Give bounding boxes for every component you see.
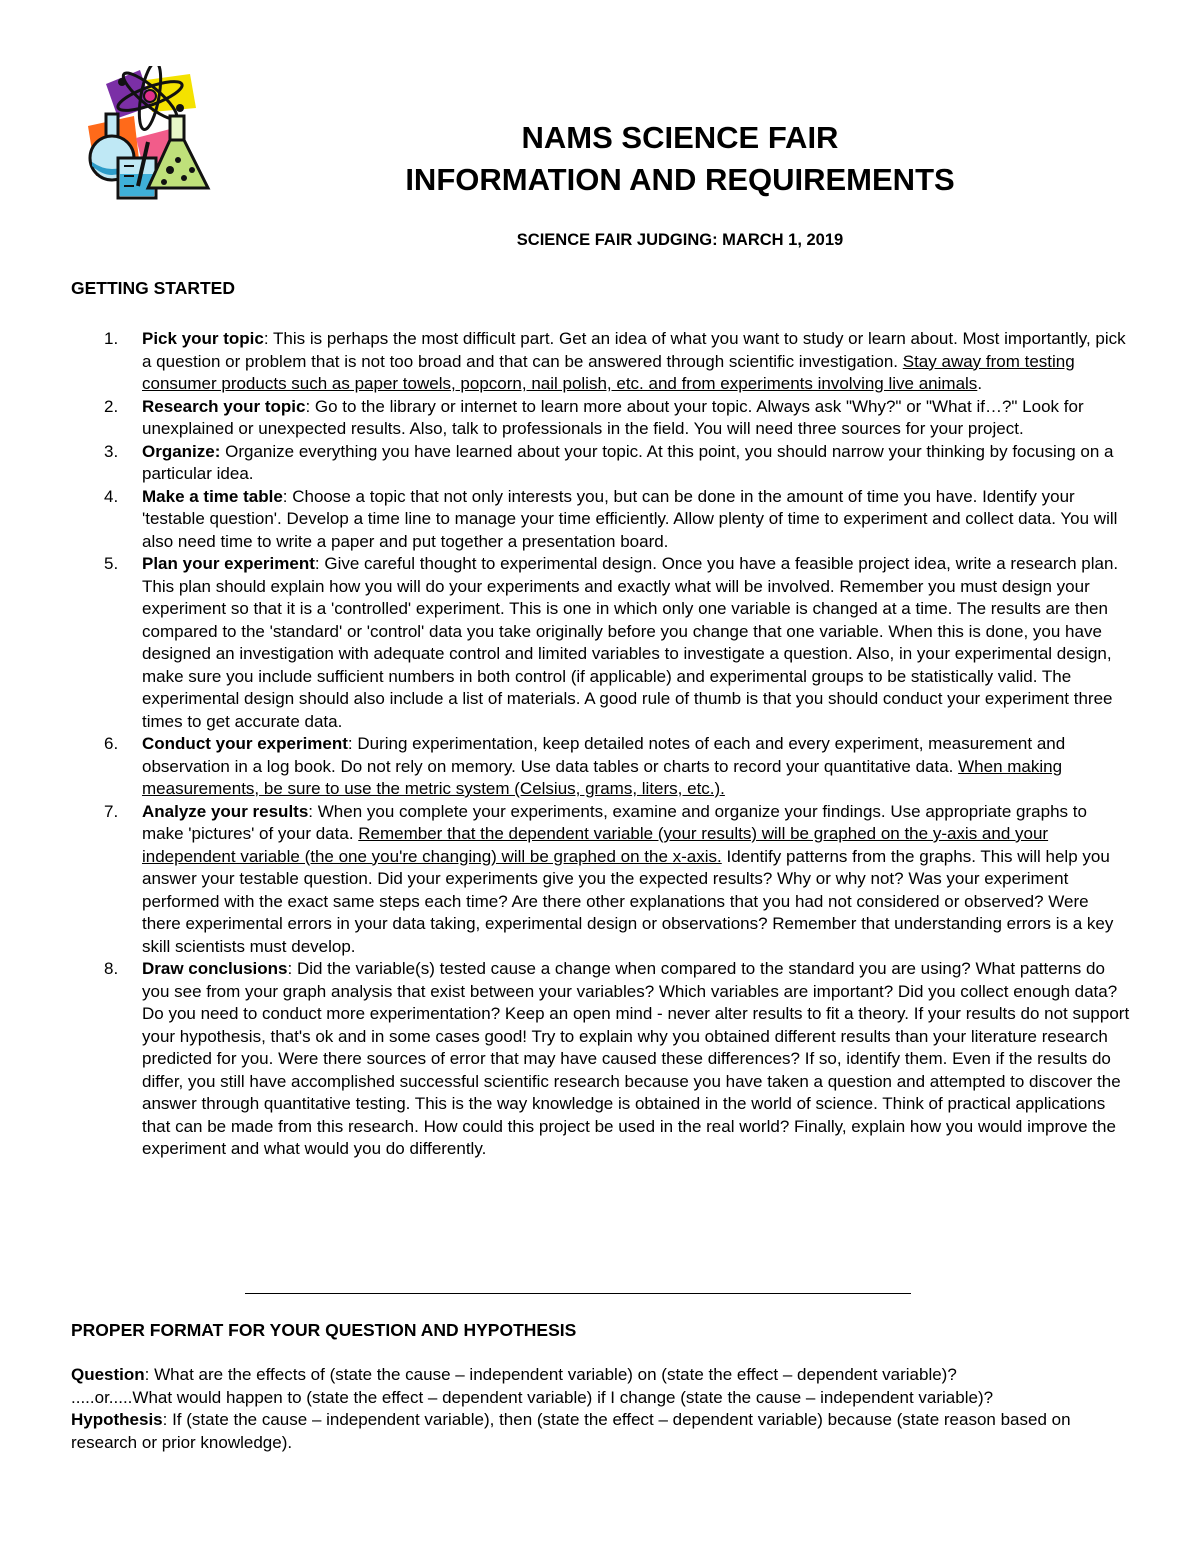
step-sep: :	[282, 486, 293, 506]
page-title: NAMS SCIENCE FAIR	[521, 120, 839, 155]
step-text: Organize everything you have learned about your topic. At this point, you should narrow your thinking by focusing on a particular idea.	[142, 441, 1114, 483]
step-label: Conduct your experiment	[142, 734, 348, 753]
step-number: 2.	[104, 396, 119, 416]
horizontal-divider	[245, 1293, 911, 1294]
hypothesis-text: : If (state the cause – independent variable), then (state the effect – dependent variable) because (state reason based on research or prior knowledge).	[71, 1410, 1071, 1452]
judging-date: SCIENCE FAIR JUDGING: MARCH 1, 2019	[516, 231, 844, 249]
step-number: 6.	[104, 734, 119, 753]
list-item	[0, 441, 1200, 486]
step-sep: :	[314, 554, 325, 573]
step-text: Give careful thought to experimental design. Once you have a feasible project idea, write a research plan. This plan should explain how you will do your experiments and exactly what will be involved. Remember you must design your experiment so that it is a 'controlled' experiment. This is one in which only one variable is changed at a time. The results are then compared to the 'standard' or 'control' data you take originally before you change that one variable. When this is done, you have designed an investigation with adequate control and limited variables to investigate a question. Also, in your experimental design, make sure you include sufficient numbers in both control (if applicable) and experimental groups to be statistically valid. The experimental design should also include a list of materials. A good rule of thumb is that you should conduct your experiment three times to get accurate data.	[142, 554, 1119, 731]
step-number: 5.	[104, 554, 119, 573]
step-underline: When making measurements, be sure to use the metric system (Celsius, grams, liters, etc.).	[142, 756, 1063, 798]
getting-started-heading: GETTING STARTED	[71, 278, 235, 298]
step-underline: Stay away from testing consumer products such as paper towels, popcorn, nail polish, etc. and from experiments involving live animals	[142, 351, 1075, 393]
step-sep: :	[287, 959, 297, 978]
step-text: Did the variable(s) tested cause a change when compared to the standard you are using? What patterns do you see from your graph analysis that exist between your variables? Which variables are important? Did you collect enough data? Do you need to conduct more experimentation? Keep an open mind - never alter results to fit a theory. If your results do not support your hypothesis, that's ok and in some cases good! Try to explain why you obtained different results than your literature research predicted for you. Were there sources of error that may have caused these differences? If so, identify them. Even if the results do differ, you still have accomplished successful scientific research because you have taken a question and attempted to discover the answer through quantitative testing. This is the way knowledge is obtained in the world of science. Think of practical applications that can be made from this research. How could this project be used in the real world? Finally, explain how you would improve the experiment and what would you do differently.	[142, 959, 1130, 1158]
step-number: 4.	[104, 486, 119, 506]
step-text: When you complete your experiments, examine and organize your findings. Use appropriate graphs to make 'pictures' of your data.	[142, 801, 1087, 843]
step-underline: Remember that the dependent variable (your results) will be graphed on the y-axis and your independent variable (the one you're changing) will be graphed on the x-axis.	[142, 824, 1049, 866]
step-label: Research your topic	[142, 396, 306, 416]
question-label: Question	[71, 1365, 145, 1384]
step-text: During experimentation, keep detailed notes of each and every experiment, measurement and observation in a log book. Do not rely on memory. Use data tables or charts to record your quantitative data.	[142, 734, 1066, 776]
step-sep: :	[305, 396, 315, 416]
hypothesis-paragraph	[71, 1409, 1131, 1454]
step-sep: :	[308, 801, 318, 821]
page-subtitle: INFORMATION AND REQUIREMENTS	[405, 162, 955, 197]
step-text: Go to the library or internet to learn more about your topic. Always ask "Why?" or "What if…?" Look for unexplained or unexpected results. Also, talk to professionals in the field. You will need three sources for your project.	[142, 396, 1084, 438]
step-label: Analyze your results	[142, 801, 309, 821]
step-number: 3.	[104, 441, 119, 461]
question-hypothesis-block	[71, 1364, 1131, 1454]
step-text: This is perhaps the most difficult part. Get an idea of what you want to study or learn about. Most importantly, pick a question or problem that is not too broad and that can be answered through scientific investigation.	[142, 329, 1126, 371]
step-sep: :	[263, 329, 274, 348]
list-item	[0, 553, 1200, 733]
step-after: .	[977, 374, 983, 393]
step-sep: :	[347, 734, 358, 753]
hypothesis-label: Hypothesis	[71, 1410, 163, 1429]
step-number: 7.	[104, 801, 119, 821]
step-after: Identify patterns from the graphs. This will help you answer your testable question. Did your experiments give you the expected results? Why or why not? Was your experiment performed with the exact same steps each time? Are there other explanations that you had not considered or observed? Were there experimental errors in your data taking, experimental design or observations? Remember that understanding errors is a key skill scientists must develop.	[142, 846, 1114, 956]
step-label: Pick your topic	[142, 329, 264, 348]
step-label: Draw conclusions	[142, 959, 288, 978]
list-item	[0, 801, 1200, 959]
step-text: Choose a topic that not only interests you, but can be done in the amount of time you have. Identify your 'testable question'. Develop a time line to manage your time efficiently. Allow plenty of time to experiment and collect data. You will also need time to write a paper and put together a presentation board.	[142, 486, 1118, 551]
step-label: Plan your experiment	[142, 554, 315, 573]
list-item	[0, 396, 1200, 441]
list-item	[0, 733, 1200, 801]
list-item	[0, 486, 1200, 554]
list-item	[0, 958, 1200, 1161]
step-label: Make a time table	[142, 486, 283, 506]
step-label: Organize:	[142, 441, 221, 461]
format-heading: PROPER FORMAT FOR YOUR QUESTION AND HYPOTHESIS	[71, 1320, 577, 1340]
question-alt: .....or.....What would happen to (state the effect – dependent variable) if I change (state the cause – independent variable)?	[71, 1387, 994, 1407]
steps-list	[0, 328, 1200, 1161]
list-item	[0, 328, 1200, 396]
question-text: : What are the effects of (state the cause – independent variable) on (state the effect – dependent variable)?	[144, 1365, 957, 1384]
step-number: 1.	[104, 329, 119, 348]
question-paragraph	[71, 1364, 1131, 1387]
science-lab-clipart-icon	[78, 66, 218, 201]
step-number: 8.	[104, 959, 119, 978]
